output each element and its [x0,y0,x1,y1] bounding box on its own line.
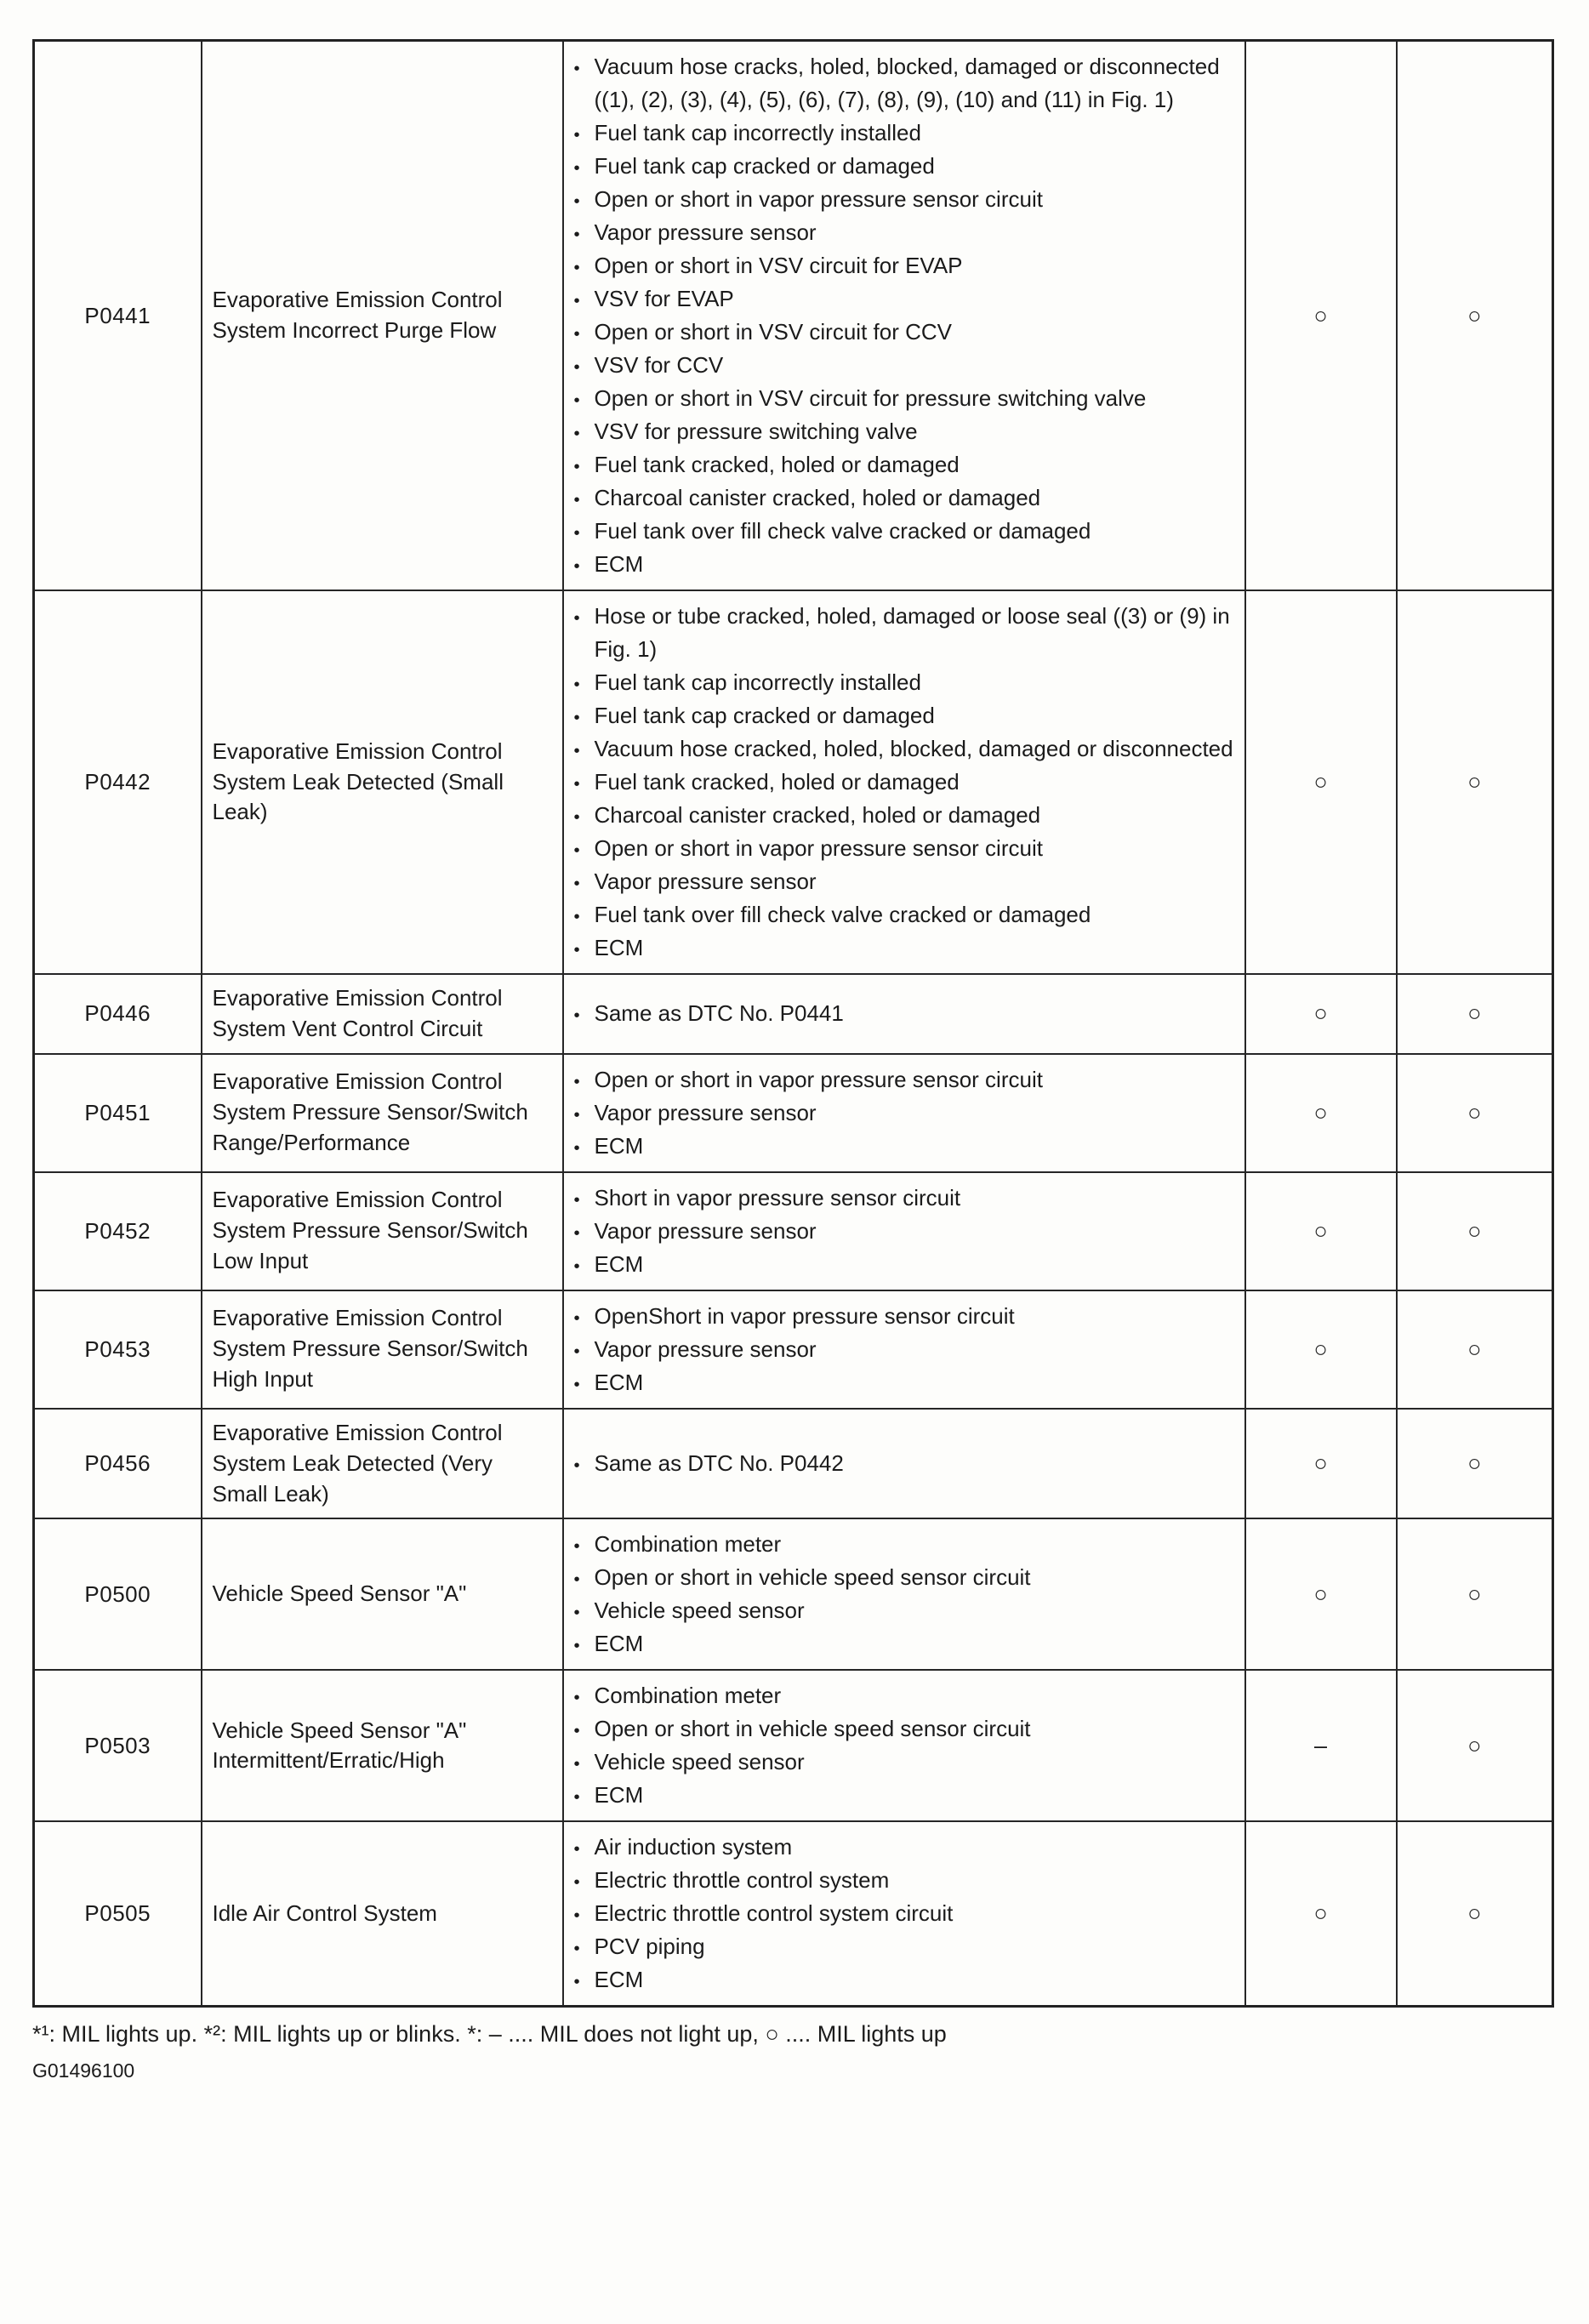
trouble-area-text: Vapor pressure sensor [594,1099,817,1125]
trouble-area-cell [563,1054,1245,1172]
dtc-code-cell: P0451 [34,1054,202,1172]
bullet-icon: • [573,1190,580,1210]
trouble-area-text: Fuel tank cap cracked or damaged [594,703,935,728]
trouble-area-item [574,349,1234,382]
mil-status-symbol: ○ [1467,1900,1482,1927]
trouble-area-item [574,1746,1234,1779]
table-row [34,41,1553,591]
bullet-icon: • [573,126,580,145]
trouble-area-item [574,548,1234,581]
table-row [34,1054,1553,1172]
detection-item-cell: Vehicle Speed Sensor "A" Intermittent/Erratic/High [202,1670,563,1821]
trouble-area-item [574,1561,1234,1594]
trouble-area-text: Open or short in vehicle speed sensor circuit [594,1564,1031,1591]
trouble-area-text: VSV for pressure switching valve [594,419,918,444]
trouble-area-cell [563,1290,1245,1409]
bullet-icon: • [573,60,580,78]
trouble-area-item [574,865,1234,898]
mil-status-symbol: ○ [1313,1900,1328,1927]
dtc-code-cell: P0446 [34,974,202,1054]
mil-column-2-cell [1397,1172,1553,1290]
trouble-area-text: Open or short in vapor pressure sensor circuit [594,186,1043,212]
trouble-area-cell [563,590,1245,974]
trouble-area-text: Electric throttle control system [594,1867,890,1894]
bullet-icon: • [573,609,580,628]
bullet-icon: • [573,1105,580,1125]
trouble-area-text: Vapor pressure sensor [594,1336,817,1362]
mil-status-symbol: ○ [1467,302,1482,328]
footnote: *¹: MIL lights up. *²: MIL lights up or blinks. *: – .... MIL does not light up, ○ .... MIL lights up [32,2021,947,2048]
trouble-area-item [574,117,1234,150]
bullet-icon: • [573,1840,580,1860]
trouble-area-item [574,316,1234,349]
mil-status-symbol: ○ [1467,769,1482,795]
trouble-area-text: ECM [594,1132,644,1159]
table-row [34,1821,1553,2007]
trouble-area-item [574,1712,1234,1746]
bullet-icon: • [573,1456,580,1476]
trouble-area-text: ECM [594,935,644,960]
bullet-icon: • [573,524,580,543]
mil-column-2-cell [1397,590,1553,974]
trouble-area-text: Fuel tank cap incorrectly installed [594,120,921,145]
bullet-icon: • [573,1603,580,1623]
bullet-icon: • [573,1223,580,1243]
mil-column-1-cell [1245,1518,1397,1670]
trouble-area-text: VSV for EVAP [594,286,734,311]
bullet-icon: • [573,775,580,794]
bullet-icon: • [573,491,580,510]
bullet-icon: • [573,709,580,727]
trouble-area-item [574,216,1234,249]
trouble-area-text: Open or short in vehicle speed sensor circuit [594,1716,1031,1742]
detection-item-cell: Idle Air Control System [202,1821,563,2007]
bullet-icon: • [573,1722,580,1741]
mil-status-symbol: – [1313,1732,1328,1758]
mil-status-symbol: ○ [1467,1732,1482,1758]
detection-item-cell: Evaporative Emission Control System Leak Detected (Very Small Leak) [202,1409,563,1519]
mil-column-1-cell [1245,1290,1397,1409]
table-row [34,1518,1553,1670]
trouble-area-text: Same as DTC No. P0442 [594,1450,844,1477]
mil-status-symbol: ○ [1313,1217,1328,1244]
trouble-area-item [574,1300,1234,1333]
trouble-area-cell [563,1670,1245,1821]
trouble-area-text: Open or short in VSV circuit for pressure switching valve [594,385,1147,411]
trouble-area-item [574,1130,1234,1163]
bullet-icon: • [573,1973,580,1992]
trouble-area-item [574,1182,1234,1215]
trouble-area-cell [563,974,1245,1054]
trouble-area-text: Vehicle speed sensor [594,1749,805,1775]
trouble-area-item [574,515,1234,548]
bullet-icon: • [573,1940,580,1959]
mil-status-symbol: ○ [1467,1000,1482,1027]
trouble-area-text: Same as DTC No. P0441 [594,1000,844,1027]
bullet-icon: • [573,1637,580,1656]
table-row [34,1290,1553,1409]
table-row [34,1172,1553,1290]
mil-column-1-cell [1245,1054,1397,1172]
trouble-area-text: Combination meter [594,1531,782,1558]
trouble-area-text: ECM [594,1250,644,1277]
bullet-icon: • [573,841,580,860]
bullet-icon: • [573,1256,580,1276]
trouble-area-text: Hose or tube cracked, holed, damaged or loose seal ((3) or (9) in Fig. 1) [594,603,1230,662]
trouble-area-text: Fuel tank cracked, holed or damaged [594,452,960,477]
bullet-icon: • [573,1873,580,1893]
trouble-area-item [574,799,1234,832]
bullet-icon: • [573,1570,580,1590]
table-row [34,1409,1553,1519]
trouble-area-item [574,1063,1234,1096]
bullet-icon: • [573,325,580,344]
mil-column-2-cell [1397,41,1553,591]
bullet-icon: • [573,1006,580,1026]
trouble-area-text: Combination meter [594,1683,782,1709]
trouble-area-item [574,600,1234,666]
table-row [34,974,1553,1054]
figure-id: G01496100 [32,2059,135,2082]
trouble-area-item [574,1963,1234,1996]
trouble-area-cell [563,1172,1245,1290]
bullet-icon: • [573,908,580,926]
mil-status-symbol: ○ [1467,1217,1482,1244]
detection-item-cell: Evaporative Emission Control System Incorrect Purge Flow [202,41,563,591]
mil-status-symbol: ○ [1313,1336,1328,1362]
bullet-icon: • [573,424,580,443]
trouble-area-item [574,1366,1234,1399]
trouble-area-text: Vapor pressure sensor [594,219,817,245]
dtc-code-cell: P0453 [34,1290,202,1409]
dtc-table [32,39,1554,2008]
table-row [34,590,1553,974]
trouble-area-item [574,699,1234,732]
trouble-area-item [574,832,1234,865]
trouble-area-item [574,150,1234,183]
trouble-area-item [574,1248,1234,1281]
trouble-area-text: Vacuum hose cracked, holed, blocked, damaged or disconnected [594,736,1233,761]
trouble-area-item [574,1096,1234,1130]
trouble-area-item [574,382,1234,415]
trouble-area-text: Fuel tank over fill check valve cracked or damaged [594,902,1091,927]
trouble-area-text: Vapor pressure sensor [594,869,817,894]
table-row [34,1670,1553,1821]
trouble-area-item [574,1333,1234,1366]
bullet-icon: • [573,1138,580,1158]
bullet-icon: • [573,1375,580,1394]
trouble-area-item [574,1627,1234,1660]
trouble-area-text: Fuel tank cap cracked or damaged [594,153,935,179]
dtc-code-cell: P0503 [34,1670,202,1821]
dtc-code-cell: P0505 [34,1821,202,2007]
trouble-area-item [574,898,1234,931]
trouble-area-text: Charcoal canister cracked, holed or damaged [594,485,1041,510]
mil-column-2-cell [1397,1670,1553,1821]
trouble-area-text: ECM [594,551,644,577]
bullet-icon: • [573,675,580,694]
trouble-area-item [574,50,1234,117]
dtc-code-cell: P0442 [34,590,202,974]
mil-column-1-cell [1245,1409,1397,1519]
bullet-icon: • [573,1308,580,1328]
mil-column-1-cell [1245,1821,1397,2007]
trouble-area-text: Vacuum hose cracks, holed, blocked, damaged or disconnected ((1), (2), (3), (4), (5), (6), (7), (8), (9), (10) and (11) in Fig. 1) [594,54,1220,112]
trouble-area-item [574,1594,1234,1627]
trouble-area-text: ECM [594,1967,644,1993]
trouble-area-text: ECM [594,1631,644,1657]
bullet-icon: • [573,808,580,827]
bullet-icon: • [573,742,580,760]
trouble-area-text: Electric throttle control system circuit [594,1900,954,1927]
trouble-area-item [574,282,1234,316]
detection-item-cell: Vehicle Speed Sensor "A" [202,1518,563,1670]
dtc-code-cell: P0456 [34,1409,202,1519]
mil-column-1-cell [1245,41,1397,591]
mil-status-symbol: ○ [1467,1450,1482,1477]
mil-column-2-cell [1397,1054,1553,1172]
trouble-area-item [574,931,1234,965]
trouble-area-item [574,1897,1234,1930]
trouble-area-cell [563,41,1245,591]
trouble-area-item [574,249,1234,282]
trouble-area-item [574,448,1234,481]
bullet-icon: • [573,1788,580,1808]
trouble-area-item [574,1831,1234,1864]
bullet-icon: • [573,225,580,244]
trouble-area-text: Fuel tank cracked, holed or damaged [594,769,960,795]
mil-column-1-cell [1245,590,1397,974]
trouble-area-text: Charcoal canister cracked, holed or damaged [594,802,1041,828]
mil-status-symbol: ○ [1313,769,1328,795]
trouble-area-item [574,997,1234,1030]
bullet-icon: • [573,391,580,410]
trouble-area-text: Fuel tank cap incorrectly installed [594,669,921,695]
trouble-area-item [574,1679,1234,1712]
mil-status-symbol: ○ [1313,302,1328,328]
bullet-icon: • [573,458,580,476]
trouble-area-cell [563,1409,1245,1519]
dtc-code-cell: P0441 [34,41,202,591]
bullet-icon: • [573,1072,580,1091]
trouble-area-item [574,766,1234,799]
mil-status-symbol: ○ [1313,1000,1328,1027]
mil-status-symbol: ○ [1313,1450,1328,1477]
mil-status-symbol: ○ [1313,1581,1328,1607]
bullet-icon: • [573,1341,580,1361]
bullet-icon: • [573,941,580,960]
bullet-icon: • [573,259,580,277]
bullet-icon: • [573,192,580,211]
trouble-area-item [574,481,1234,515]
bullet-icon: • [573,557,580,576]
bullet-icon: • [573,874,580,893]
trouble-area-item [574,1447,1234,1480]
dtc-table-body [34,41,1553,2007]
mil-status-symbol: ○ [1313,1099,1328,1125]
trouble-area-item [574,732,1234,766]
trouble-area-text: VSV for CCV [594,352,724,378]
trouble-area-item [574,1215,1234,1248]
mil-status-symbol: ○ [1467,1099,1482,1125]
bullet-icon: • [573,1537,580,1557]
dtc-code-cell: P0452 [34,1172,202,1290]
detection-item-cell: Evaporative Emission Control System Pressure Sensor/Switch High Input [202,1290,563,1409]
bullet-icon: • [573,1906,580,1926]
trouble-area-cell [563,1518,1245,1670]
mil-column-2-cell [1397,1518,1553,1670]
trouble-area-item [574,1528,1234,1561]
trouble-area-cell [563,1821,1245,2007]
trouble-area-item [574,1864,1234,1897]
detection-item-cell: Evaporative Emission Control System Pressure Sensor/Switch Low Input [202,1172,563,1290]
trouble-area-text: PCV piping [594,1934,705,1960]
trouble-area-text: Open or short in vapor pressure sensor circuit [594,835,1043,861]
trouble-area-text: ECM [594,1369,644,1395]
trouble-area-text: Short in vapor pressure sensor circuit [594,1184,961,1210]
bullet-icon: • [573,159,580,178]
trouble-area-text: Open or short in vapor pressure sensor circuit [594,1066,1043,1092]
trouble-area-text: Open or short in VSV circuit for CCV [594,319,952,345]
mil-status-symbol: ○ [1467,1336,1482,1362]
bullet-icon: • [573,358,580,377]
bullet-icon: • [573,1755,580,1774]
detection-item-cell: Evaporative Emission Control System Vent Control Circuit [202,974,563,1054]
mil-column-2-cell [1397,1821,1553,2007]
trouble-area-text: OpenShort in vapor pressure sensor circuit [594,1302,1015,1329]
trouble-area-text: ECM [594,1782,644,1809]
mil-column-2-cell [1397,1290,1553,1409]
dtc-code-cell: P0500 [34,1518,202,1670]
trouble-area-item [574,183,1234,216]
bullet-icon: • [573,1689,580,1708]
mil-column-1-cell [1245,1172,1397,1290]
trouble-area-text: Open or short in VSV circuit for EVAP [594,253,963,278]
mil-column-1-cell [1245,1670,1397,1821]
detection-item-cell: Evaporative Emission Control System Pressure Sensor/Switch Range/Performance [202,1054,563,1172]
trouble-area-text: Vapor pressure sensor [594,1217,817,1244]
trouble-area-item [574,1779,1234,1812]
mil-column-2-cell [1397,974,1553,1054]
trouble-area-text: Air induction system [594,1834,793,1860]
mil-status-symbol: ○ [1467,1581,1482,1607]
trouble-area-item [574,1930,1234,1963]
bullet-icon: • [573,292,580,310]
detection-item-cell: Evaporative Emission Control System Leak Detected (Small Leak) [202,590,563,974]
trouble-area-text: Vehicle speed sensor [594,1598,805,1624]
trouble-area-text: Fuel tank over fill check valve cracked or damaged [594,518,1091,544]
mil-column-1-cell [1245,974,1397,1054]
trouble-area-item [574,666,1234,699]
mil-column-2-cell [1397,1409,1553,1519]
trouble-area-item [574,415,1234,448]
